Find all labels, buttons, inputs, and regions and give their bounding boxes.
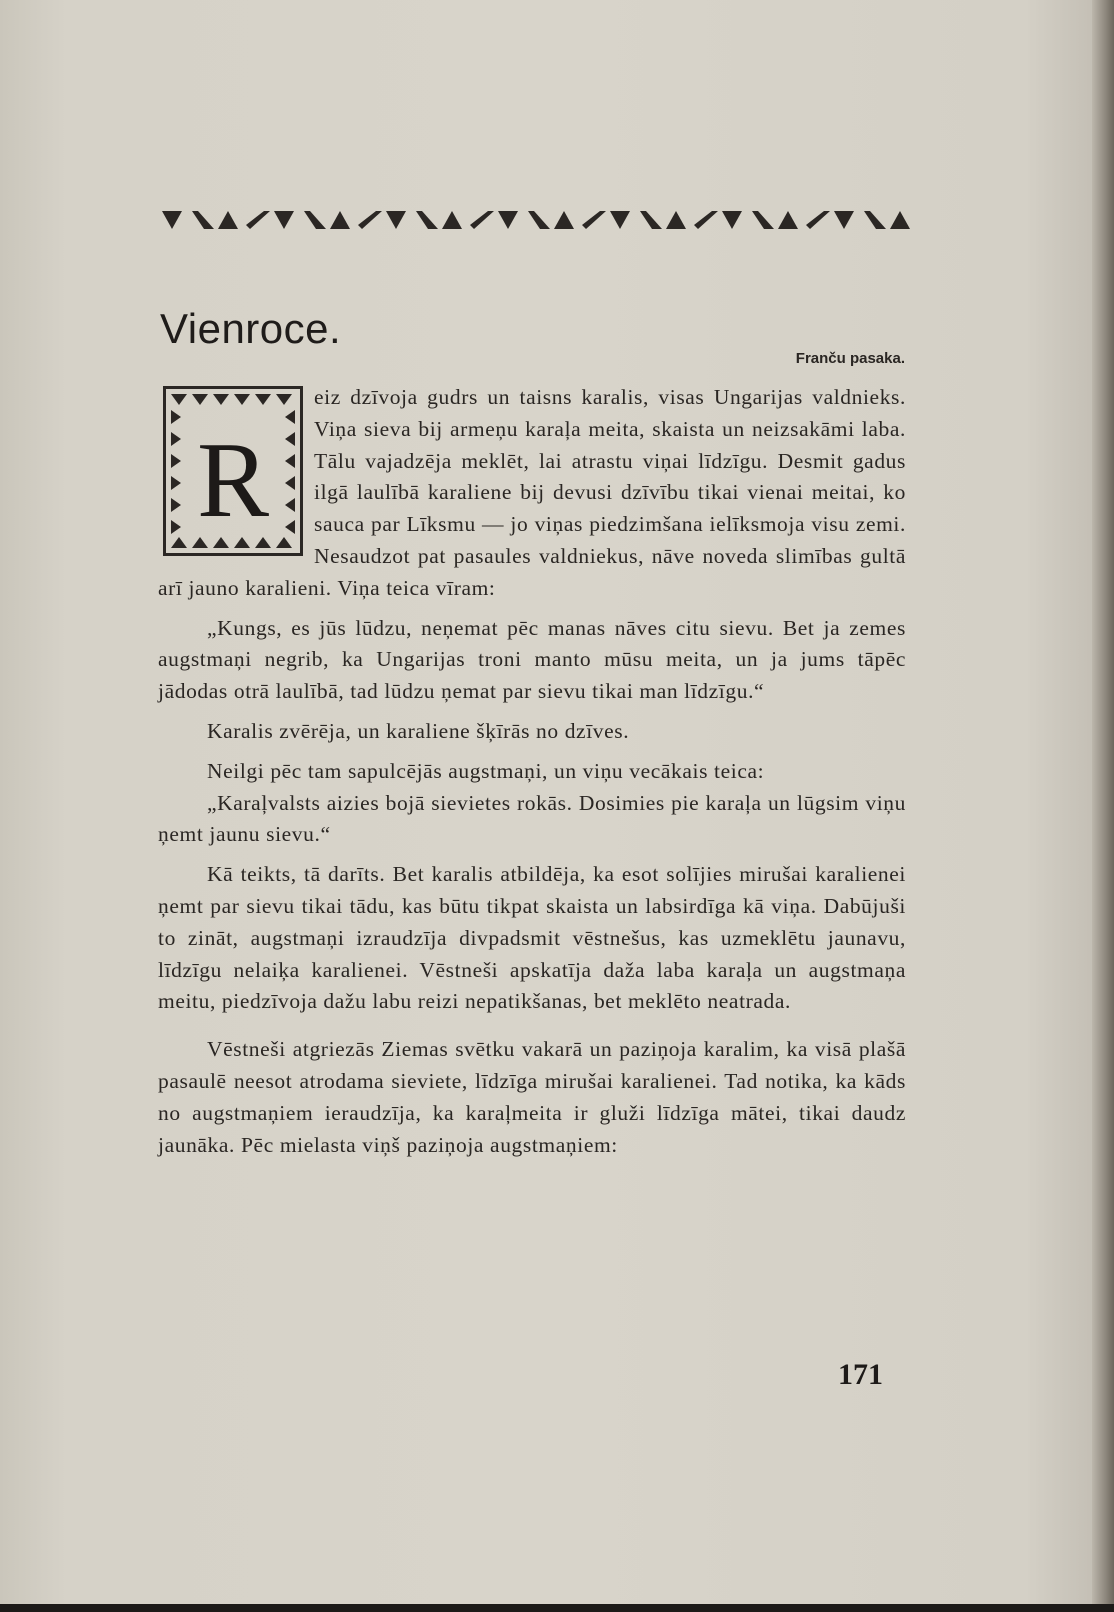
- ornament-shape: [330, 211, 350, 229]
- ornament-shape: [666, 211, 686, 229]
- ornament-shape: [358, 211, 382, 229]
- ornament-shape: [528, 211, 550, 229]
- paragraph: „Kungs, es jūs lūdzu, neņemat pēc manas nāves citu sievu. Bet ja zemes augstmaņi negrib, ka Ungarijas troni manto mūsu meita, un ja jums tāpēc jādodas otrā laulībā, tad lūdzu ņemat par sievu tikai man līdzīgu.“: [158, 615, 906, 704]
- ornament-shape: [582, 211, 606, 229]
- ornament-shape: [778, 211, 798, 229]
- ornament-shape: [274, 211, 294, 229]
- story-subtitle: Franču pasaka.: [795, 350, 905, 367]
- ornament-shape: [192, 211, 214, 229]
- ornament-shape: [864, 211, 886, 229]
- ornament-shape: [806, 211, 830, 229]
- ornament-shape: [694, 211, 718, 229]
- paragraph: Kā teikts, tā darīts. Bet karalis atbildēja, ka esot solījies mirušai karalienei ņemt par sievu tikai tādu, kas būtu tikpat skaista un labsirdīga kā viņa. Dabūjuši to zināt, augstmaņi izraudzīja divpadsmit vēstnešus, kas uzmeklētu jaunavu, līdzīgu nelaiķa karalienei. Vēstneši apskatīja daža laba karaļa un augstmaņa meitu, piedzīvoja dažu labu reizi nepatikšanas, bet meklēto neatrada.: [158, 862, 906, 1014]
- ornament-band: [162, 208, 918, 232]
- drop-cap-letter: R: [196, 421, 270, 540]
- ornament-shape: [834, 211, 854, 229]
- ornament-shape: [246, 211, 270, 229]
- drop-cap-space: [158, 382, 314, 568]
- page-number: 171: [838, 1358, 883, 1391]
- page-edge: [1092, 0, 1114, 1612]
- paragraph: eiz dzīvoja gudrs un taisns karalis, visas Ungarijas valdnieks. Viņa sieva bij armeņu karaļa meita, skaista un neizsakāmi laba. Tālu vajadzēja meklēt, lai atrastu viņai līdzīgu. Desmit gadus ilgā laulībā karaliene bij devusi dzīvību tikai vienai meitai, ko sauca par Līksmu — jo viņas piedzimšana ielīksmoja visu zemi. Nesaudzot pat pasaules valdniekus, nāve noveda slimības gultā arī jauno karalieni. Viņa teica vīram:: [158, 385, 906, 600]
- ornament-shape: [162, 211, 182, 229]
- ornament-shape: [304, 211, 326, 229]
- story-title: Vienroce.: [160, 305, 342, 352]
- paragraph: „Karaļvalsts aizies bojā sievietes rokās. Dosimies pie karaļa un lūgsim viņu ņemt jaunu sievu.“: [158, 790, 906, 847]
- story-text: [158, 382, 906, 1161]
- ornament-shape: [442, 211, 462, 229]
- ornament-shape: [416, 211, 438, 229]
- ornament-shape: [386, 211, 406, 229]
- paragraph: Karalis zvērēja, un karaliene šķīrās no dzīves.: [207, 718, 630, 743]
- ornament-shape: [890, 211, 910, 229]
- ornament-shape: [752, 211, 774, 229]
- ornament-shape: [640, 211, 662, 229]
- ornament-shape: [722, 211, 742, 229]
- bottom-edge: [0, 1604, 1114, 1612]
- ornament-shape: [498, 211, 518, 229]
- ornament-shape: [218, 211, 238, 229]
- paragraph: Vēstneši atgriezās Ziemas svētku vakarā un paziņoja karalim, ka visā plašā pasaulē neesot atrodama sieviete, līdzīga mirušai karalienei. Tad notika, ka kāds no augstmaņiem ieraudzīja, ka karaļmeita ir gluži līdzīga mātei, tikai daudz jaunāka. Pēc mielasta viņš paziņoja augstmaņiem:: [158, 1037, 906, 1157]
- paragraph: Neilgi pēc tam sapulcējās augstmaņi, un viņu vecākais teica:: [207, 758, 765, 783]
- ornament-shape: [554, 211, 574, 229]
- ornament-shape: [610, 211, 630, 229]
- ornament-shape: [470, 211, 494, 229]
